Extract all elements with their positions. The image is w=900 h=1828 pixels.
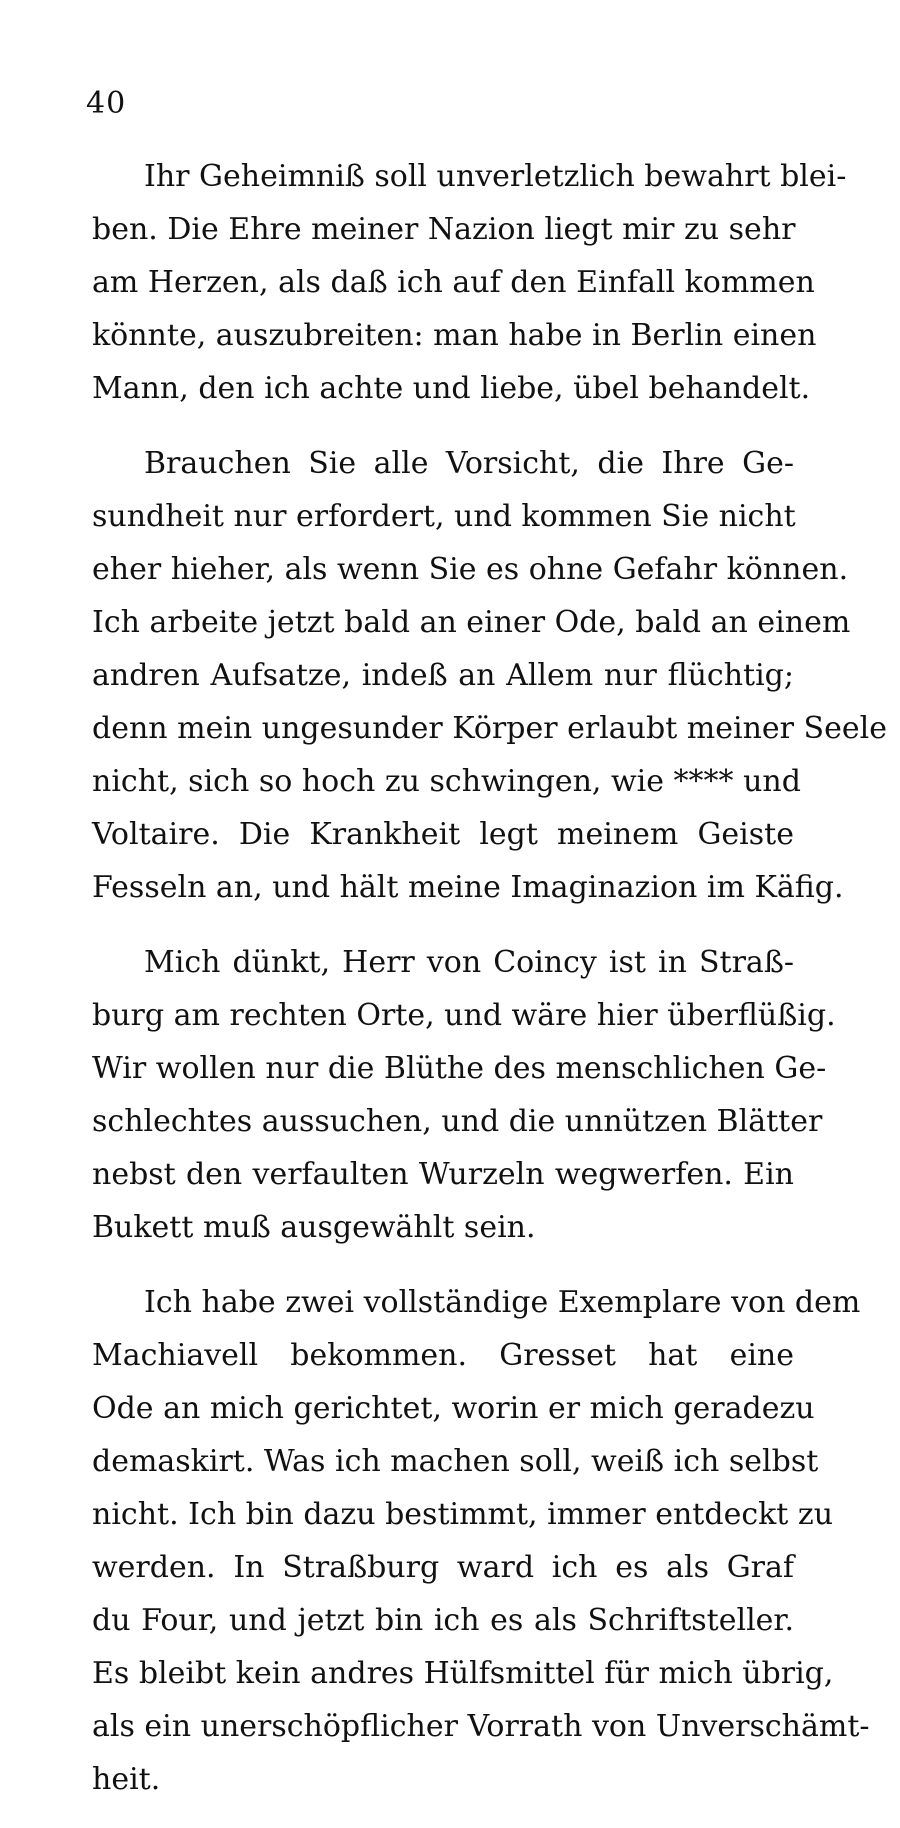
page-number: 40	[86, 86, 127, 121]
text-line: andren Aufsatze, indeß an Allem nur flüchtig;	[92, 658, 794, 693]
text-line: Mann, den ich achte und liebe, übel behandelt.	[92, 371, 811, 406]
text-line: könnte, auszubreiten: man habe in Berlin einen	[92, 318, 817, 353]
text-line: du Four, und jetzt bin ich es als Schriftsteller.	[92, 1603, 794, 1638]
text-line: Machiavell bekommen. Gresset hat eine	[92, 1338, 794, 1373]
text-line: Ihr Geheimniß soll unverletzlich bewahrt blei-	[144, 159, 847, 194]
text-line: eher hieher, als wenn Sie es ohne Gefahr können.	[92, 552, 849, 587]
text-line: nebst den verfaulten Wurzeln wegwerfen. Ein	[92, 1157, 794, 1192]
text-line: sundheit nur erfordert, und kommen Sie nicht	[92, 499, 796, 534]
text-line: Bukett muß ausgewählt sein.	[92, 1210, 536, 1245]
text-line: Ode an mich gerichtet, worin er mich geradezu	[92, 1391, 815, 1426]
text-line: schlechtes aussuchen, und die unnützen Blätter	[92, 1104, 823, 1139]
text-line: nicht, sich so hoch zu schwingen, wie **** und	[92, 764, 801, 799]
paragraph	[92, 437, 887, 914]
text-line: Brauchen Sie alle Vorsicht, die Ihre Ge-	[144, 446, 794, 481]
text-line: Ich habe zwei vollständige Exemplare von dem	[144, 1285, 861, 1320]
paragraph	[92, 150, 847, 415]
text-line: Mich dünkt, Herr von Coincy ist in Straß-	[144, 945, 794, 980]
text-line: Wir wollen nur die Blüthe des menschlichen Ge-	[92, 1051, 827, 1086]
paragraph	[92, 1276, 870, 1806]
text-line: Es bleibt kein andres Hülfsmittel für mich übrig,	[92, 1656, 834, 1691]
paragraph	[92, 936, 836, 1254]
text-line: heit.	[92, 1762, 161, 1797]
text-line: am Herzen, als daß ich auf den Einfall kommen	[92, 265, 815, 300]
text-line: nicht. Ich bin dazu bestimmt, immer entdeckt zu	[92, 1497, 834, 1532]
text-line: demaskirt. Was ich machen soll, weiß ich selbst	[92, 1444, 819, 1479]
text-line: ben. Die Ehre meiner Nazion liegt mir zu sehr	[92, 212, 796, 247]
text-line: werden. In Straßburg ward ich es als Graf	[92, 1550, 794, 1585]
body-text	[92, 150, 887, 1828]
text-line: Fesseln an, und hält meine Imaginazion im Käfig.	[92, 870, 844, 905]
text-line: Voltaire. Die Krankheit legt meinem Geiste	[92, 817, 794, 852]
text-line: burg am rechten Orte, und wäre hier überflüßig.	[92, 998, 836, 1033]
text-line: Ich arbeite jetzt bald an einer Ode, bald an einem	[92, 605, 851, 640]
text-line: als ein unerschöpflicher Vorrath von Unverschämt-	[92, 1709, 870, 1744]
text-line: denn mein ungesunder Körper erlaubt meiner Seele	[92, 711, 887, 746]
